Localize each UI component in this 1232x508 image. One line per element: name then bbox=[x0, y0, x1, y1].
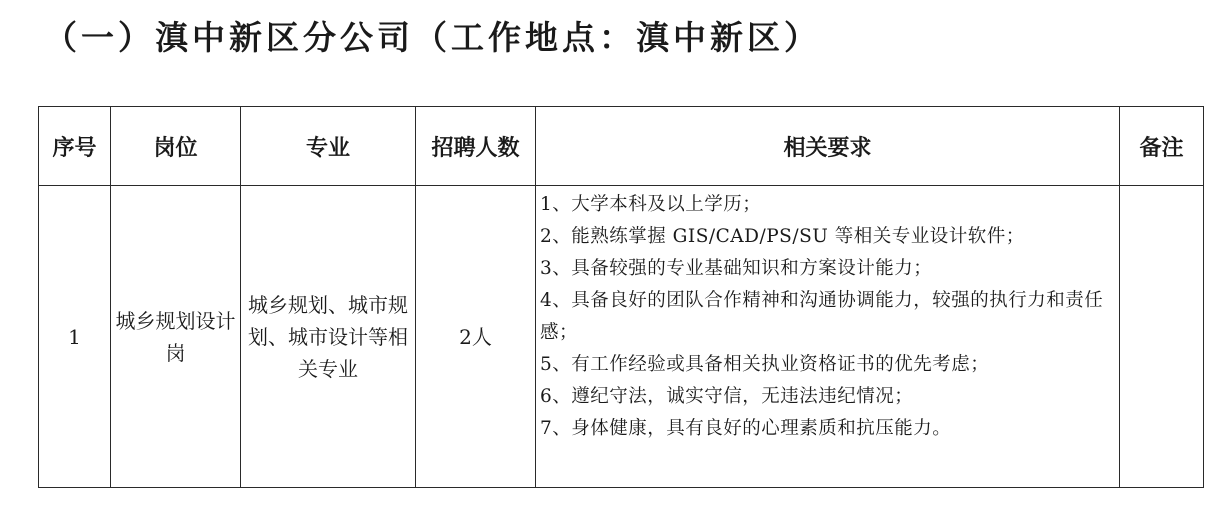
requirement-item: 1、大学本科及以上学历； bbox=[540, 194, 762, 215]
recruitment-table bbox=[38, 106, 1204, 488]
section-heading: （一）滇中新区分公司（工作地点：滇中新区） bbox=[44, 18, 821, 57]
requirement-item: 2、能熟练掌握 GIS/CAD/PS/SU 等相关专业设计软件； bbox=[540, 226, 1025, 247]
header-count: 招聘人数 bbox=[416, 107, 536, 186]
requirement-item: 3、具备较强的专业基础知识和方案设计能力； bbox=[540, 258, 933, 279]
table-header-row bbox=[39, 107, 1204, 186]
header-requirements: 相关要求 bbox=[536, 107, 1120, 186]
cell-major: 城乡规划、城市规划、城市设计等相关专业 bbox=[241, 186, 416, 488]
requirement-item: 7、身体健康，具有良好的心理素质和抗压能力。 bbox=[540, 418, 952, 439]
cell-seq: 1 bbox=[39, 186, 111, 488]
cell-post: 城乡规划设计岗 bbox=[111, 186, 241, 488]
cell-remarks bbox=[1120, 186, 1204, 488]
header-seq: 序号 bbox=[39, 107, 111, 186]
requirement-item: 6、遵纪守法，诚实守信，无违法违纪情况； bbox=[540, 386, 914, 407]
requirement-item: 5、有工作经验或具备相关执业资格证书的优先考虑； bbox=[540, 354, 990, 375]
table-row bbox=[39, 186, 1204, 488]
header-remarks: 备注 bbox=[1120, 107, 1204, 186]
cell-requirements bbox=[536, 186, 1120, 488]
header-major: 专业 bbox=[241, 107, 416, 186]
requirement-item: 4、具备良好的团队合作精神和沟通协调能力，较强的执行力和责任感； bbox=[540, 290, 1104, 343]
cell-count: 2人 bbox=[416, 186, 536, 488]
header-post: 岗位 bbox=[111, 107, 241, 186]
